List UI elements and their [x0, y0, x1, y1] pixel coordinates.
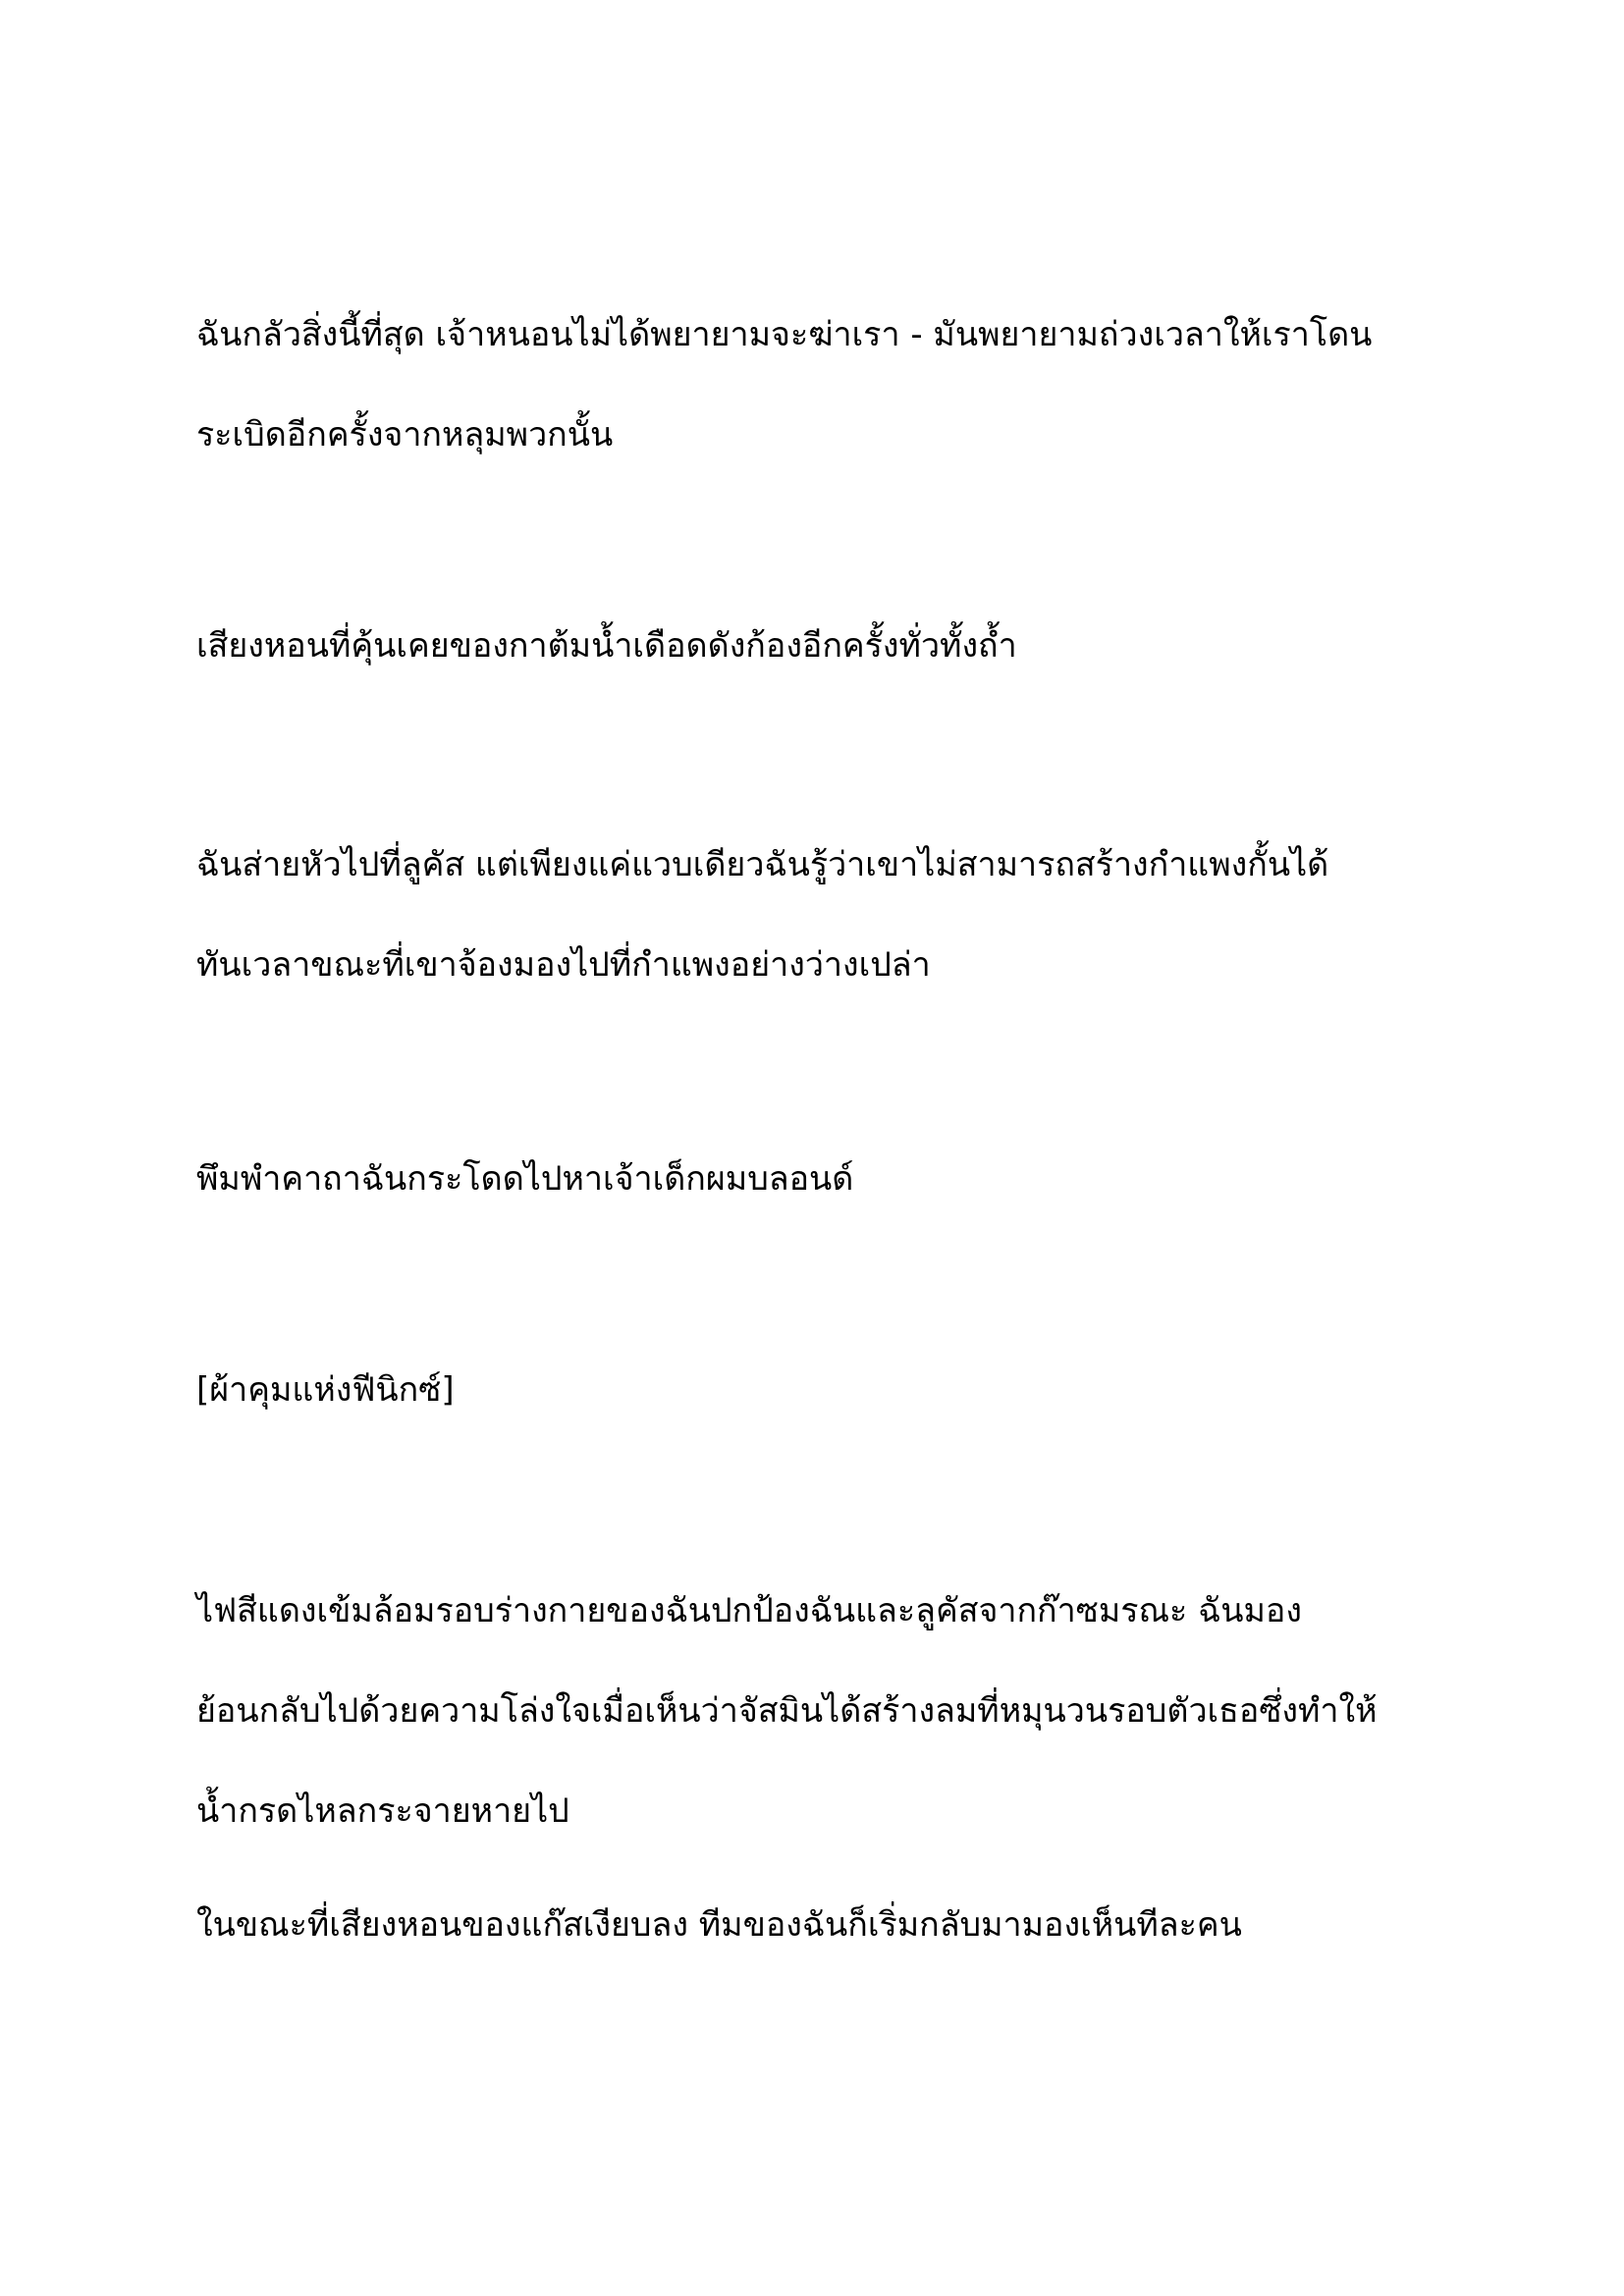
paragraph-line: ไฟสีแดงเข้มล้อมรอบร่างกายของฉันปกป้องฉันและลูคัสจากก๊าซมรณะ ฉันมอง [196, 1591, 1302, 1630]
paragraph-line: ทันเวลาขณะที่เขาจ้องมองไปที่กำแพงอย่างว่างเปล่า [196, 945, 931, 985]
paragraph-line: ฉันกลัวสิ่งนี้ที่สุด เจ้าหนอนไม่ได้พยายามจะฆ่าเรา - มันพยายามถ่วงเวลาให้เราโดน [196, 315, 1373, 354]
paragraph-line: ระเบิดอีกครั้งจากหลุมพวกนั้น [196, 415, 614, 454]
paragraph-line: ฉันส่ายหัวไปที่ลูคัส แต่เพียงแค่แวบเดียวฉันรู้ว่าเขาไม่สามารถสร้างกำแพงกั้นได้ [196, 845, 1329, 884]
paragraph [196, 1561, 1463, 1861]
paragraph [196, 1875, 1463, 1975]
paragraph [196, 596, 1463, 696]
paragraph-line: [ผ้าคุมแห่งฟีนิกซ์] [196, 1370, 455, 1410]
paragraph [196, 1129, 1463, 1229]
paragraph [196, 815, 1463, 1015]
paragraph-line: น้ำกรดไหลกระจายหายไป [196, 1791, 569, 1831]
spell-name [196, 1340, 1463, 1440]
paragraph-line: ย้อนกลับไปด้วยความโล่งใจเมื่อเห็นว่าจัสมินได้สร้างลมที่หมุนวนรอบตัวเธอซึ่งทำให้ [196, 1691, 1378, 1731]
paragraph-line: เสียงหอนที่คุ้นเคยของกาต้มน้ำเดือดดังก้องอีกครั้งทั่วทั้งถ้ำ [196, 626, 1017, 666]
paragraph [196, 285, 1463, 485]
paragraph-line: ในขณะที่เสียงหอนของแก๊สเงียบลง ทีมของฉันก็เริ่มกลับมามองเห็นทีละคน [196, 1905, 1242, 1945]
paragraph-line: พึมพำคาถาฉันกระโดดไปหาเจ้าเด็กผมบลอนด์ [196, 1159, 854, 1199]
